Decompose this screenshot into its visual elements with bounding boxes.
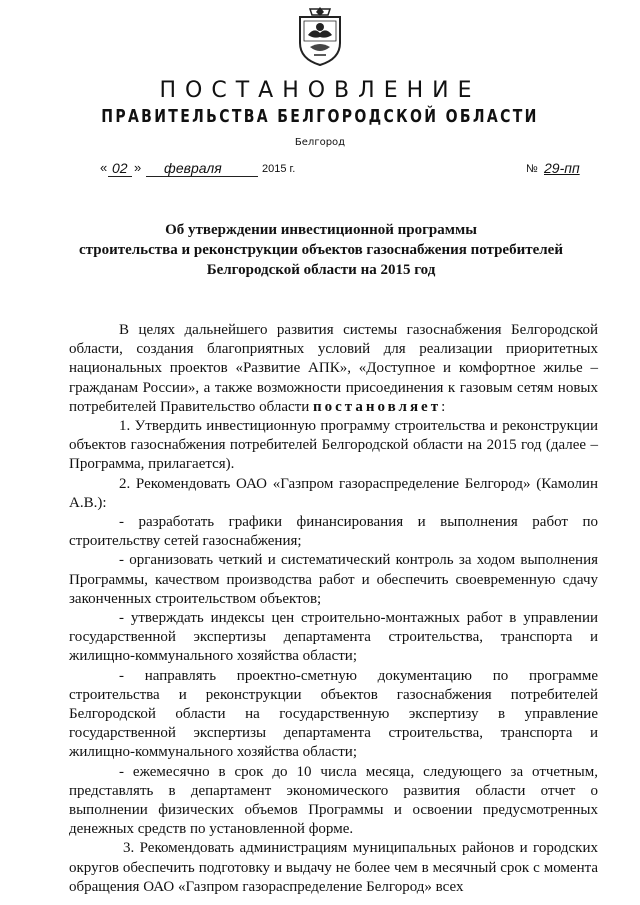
month-underline <box>146 176 258 177</box>
city-name: Белгород <box>294 137 346 148</box>
preamble-text: В целях дальнейшего развития системы газоснабжения Белгородской области, создания благоприятных условий для реализации приоритетных национальных проектов «Развитие АПК», «Доступное и комфортное жилье – гражданам России», а также возможности присоединения к газовым сетям новых потребителей Правительство области <box>69 322 598 415</box>
clause-2-item: - организовать четкий и систематический контроль за ходом выполнения Программы, качеством производства работ и обеспечить своевременную сдачу законченных строительством объектов; <box>69 552 598 607</box>
clause-3: 3. Рекомендовать администрациям муниципальных районов и городских округов обеспечить подготовку и выдачу не более чем в месячный срок с момента обращения ОАО «Газпром газораспределение Белгород» всех <box>69 840 598 895</box>
clause-2-item: - ежемесячно в срок до 10 числа месяца, следующего за отчетным, представлять в департамент экономического развития области отчет о выполнении физических объемов Программы и освоении предусмотренных денежных средств по установленной форме. <box>69 763 598 838</box>
clause-2-item: - разработать графики финансирования и выполнения работ по строительству сетей газоснабжения; <box>69 514 598 550</box>
decree-number: 29-пп <box>544 160 580 176</box>
title-line: строительства и реконструкции объектов газоснабжения потребителей <box>79 242 563 258</box>
clause-1: 1. Утвердить инвестиционную программу строительства и реконструкции объектов газоснабжения потребителей Белгородской области на 2015 год (далее – Программа, прилагается). <box>69 418 598 473</box>
clause-2-item: - направлять проектно-сметную документацию по программе строительства и реконструкции объектов газоснабжения потребителей Белгородской области на государственную экспертизу в управление государственной экспертизы департамента строительства, транспорта и жилищно-коммунального хозяйства области; <box>69 667 598 761</box>
government-heading: ПРАВИТЕЛЬСТВА БЕЛГОРОДСКОЙ ОБЛАСТИ <box>101 106 539 127</box>
clause-2: 2. Рекомендовать ОАО «Газпром газораспределение Белгород» (Камолин А.В.): <box>69 475 598 511</box>
document-title <box>60 220 582 280</box>
preamble-colon: : <box>441 398 446 415</box>
title-line: Белгородской области на 2015 год <box>206 262 436 278</box>
date-close-quote: » <box>134 160 142 175</box>
clause-2-item: - утверждать индексы цен строительно-монтажных работ в управлении государственной экспертизы департамента строительства, транспорта и жилищно-коммунального хозяйства области; <box>69 610 598 665</box>
document-body <box>69 321 598 897</box>
date-month: февраля <box>164 160 222 176</box>
preamble-paragraph <box>69 321 598 417</box>
decree-verb: постановляет <box>313 398 442 415</box>
decree-heading: ПОСТАНОВЛЕНИЕ <box>159 78 481 103</box>
decree-number-label: № <box>526 163 538 175</box>
title-line: Об утверждении инвестиционной программы <box>165 222 477 238</box>
belgorod-coat-of-arms-icon <box>296 5 344 67</box>
day-underline <box>108 176 132 177</box>
date-year: 2015 г. <box>262 163 296 175</box>
date-day: 02 <box>112 160 128 176</box>
date-open-quote: « <box>100 160 108 175</box>
